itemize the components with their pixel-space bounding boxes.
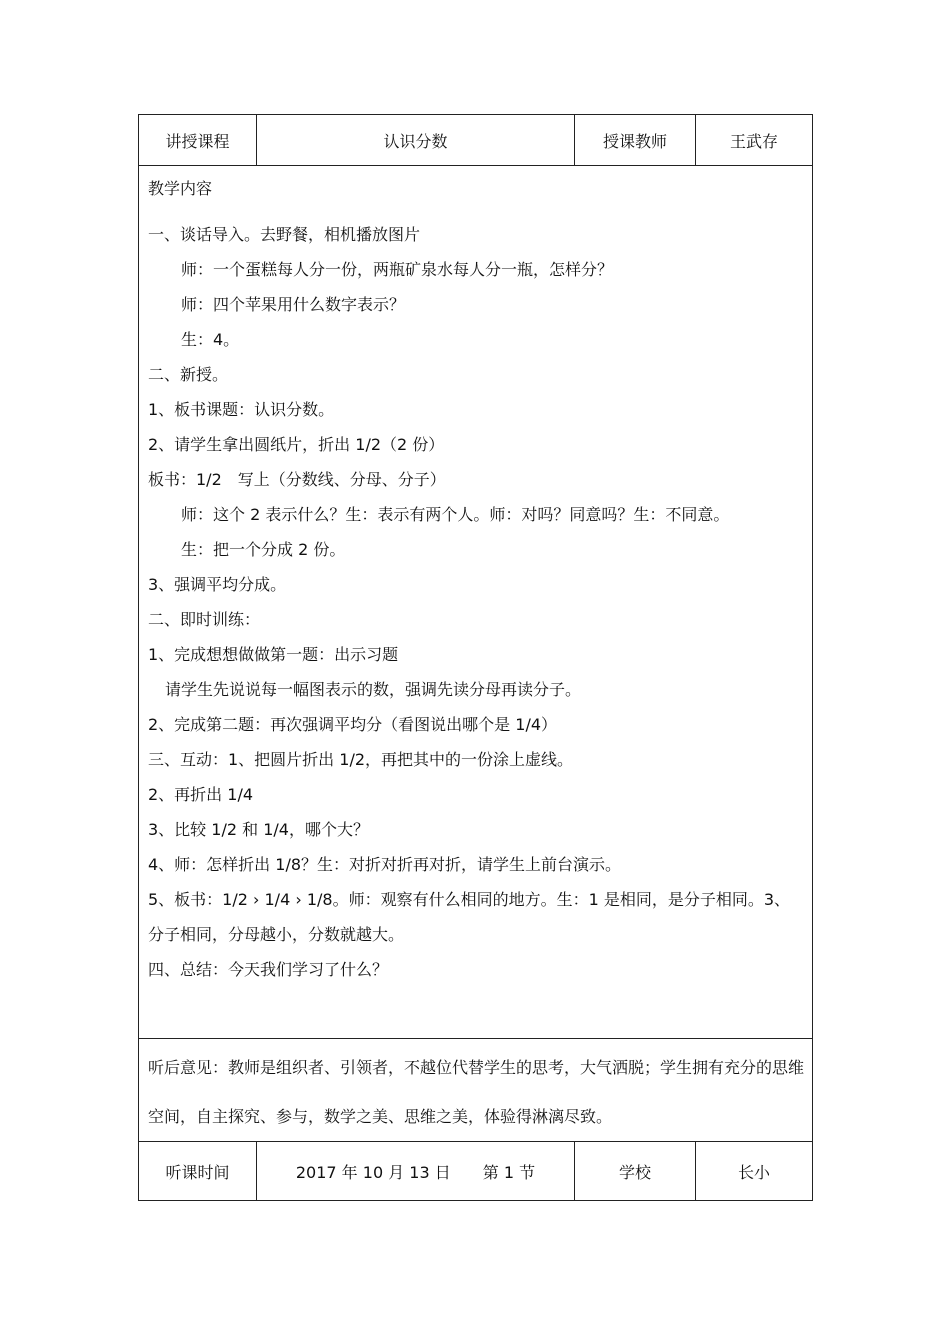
content-line: 1、板书课题：认识分数。 [148, 400, 335, 419]
content-line: 2、再折出 1/4 [148, 785, 254, 804]
teaching-content-cell [139, 166, 813, 1039]
content-line: 2、请学生拿出圆纸片，折出 1/2（2 份） [148, 435, 445, 454]
content-line: 3、强调平均分成。 [148, 575, 287, 594]
content-line: 1、完成想想做做第一题：出示习题 [148, 645, 399, 664]
course-label: 讲授课程 [139, 115, 257, 166]
content-line: 师：四个苹果用什么数字表示？ [181, 295, 406, 314]
lesson-record-table [138, 114, 813, 1201]
content-line: 二、新授。 [148, 365, 229, 384]
content-title: 教学内容 [148, 179, 213, 198]
content-line: 板书：1/2 写上（分数线、分母、分子） [148, 470, 446, 489]
time-value: 2017 年 10 月 13 日 第 1 节 [257, 1142, 575, 1201]
time-label: 听课时间 [139, 1142, 257, 1201]
content-line: 四、总结：今天我们学习了什么？ [148, 960, 389, 979]
teacher-label: 授课教师 [575, 115, 696, 166]
content-line: 2、完成第二题：再次强调平均分（看图说出哪个是 1/4） [148, 715, 558, 734]
content-line: 3、比较 1/2 和 1/4，哪个大？ [148, 820, 369, 839]
content-line: 三、互动：1、把圆片折出 1/2，再把其中的一份涂上虚线。 [148, 750, 574, 769]
content-line: 师：这个 2 表示什么？生：表示有两个人。师：对吗？同意吗？生：不同意。 [181, 505, 730, 524]
school-value: 长小 [696, 1142, 813, 1201]
content-line: 生：把一个分成 2 份。 [181, 540, 346, 559]
content-line: 4、师：怎样折出 1/8？生：对折对折再对折，请学生上前台演示。 [148, 855, 622, 874]
course-value: 认识分数 [257, 115, 575, 166]
content-line: 师：一个蛋糕每人分一份，两瓶矿泉水每人分一瓶，怎样分？ [181, 260, 614, 279]
content-line: 二、即时训练： [148, 610, 261, 629]
footer-row [139, 1142, 813, 1201]
content-line: 一、谈话导入。去野餐，相机播放图片 [148, 225, 421, 244]
header-row [139, 115, 813, 166]
teacher-value: 王武存 [696, 115, 813, 166]
content-row [139, 166, 813, 1039]
feedback-text: 听后意见：教师是组织者、引领者，不越位代替学生的思考，大气洒脱；学生拥有充分的思维空间，自主探究、参与，数学之美、思维之美，体验得淋漓尽致。 [148, 1058, 805, 1126]
feedback-row [139, 1039, 813, 1142]
content-line: 生：4。 [181, 330, 240, 349]
content-line: 5、板书：1/2 › 1/4 › 1/8。师：观察有什么相同的地方。生：1 是相同，是分子相同。3、分子相同，分母越小，分数就越大。 [148, 890, 791, 944]
feedback-cell [139, 1039, 813, 1142]
school-label: 学校 [575, 1142, 696, 1201]
content-line: 请学生先说说每一幅图表示的数，强调先读分母再读分子。 [165, 680, 582, 699]
